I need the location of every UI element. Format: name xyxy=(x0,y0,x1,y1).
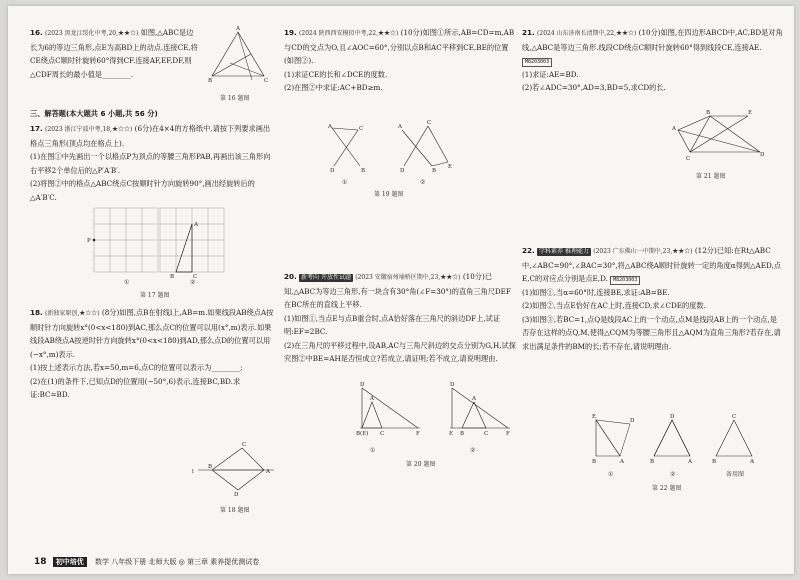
fig22-3-label: 备用图 xyxy=(726,471,745,478)
svg-text:D: D xyxy=(630,418,635,424)
figure-18 xyxy=(192,442,278,498)
footer-text: 数学 八年级下册 北师大版 ◎ 第三章 素养提优测试卷 xyxy=(95,558,260,566)
svg-text:B: B xyxy=(706,110,711,116)
svg-text:D: D xyxy=(234,492,239,498)
svg-text:A: A xyxy=(328,124,332,130)
svg-text:E: E xyxy=(592,414,597,420)
figure-16 xyxy=(208,26,269,90)
grid-2-label: ② xyxy=(190,279,196,286)
question-21: 21. (2024 山东济南长清期中,22,★★☆) (10分)如图,在四边形ABCD中,AC,BD是对角线,△ABC是等边三角形.线段CD绕点C顺时针旋转60°得到线段CE,连接AE. M8203003 (1)求证:AE=BD. (2)若∠ADC=30°,AD=3,BD=5,求CD的长. xyxy=(522,28,783,92)
svg-text:B: B xyxy=(208,78,213,84)
question-18: 18. (新独家原创,★☆☆) (8分)如图,点B在射线l上,AB=m.如果线段AB绕点A按顺时针方向旋转x°(0<x<180)到AC,那么点C的位置可以用(x°,m)表示.如果线段AB绕点A按逆时针方向旋转x°(0<x<180)到AD,那么点D的位置可以用(−x°,m)表示. (1)按上述表示方法,若x=50,m=6,点C的位置可以表示为________; (2)在(1)的条件下,已知点D的位置用(−50°,6)表示,连接BC,BD.求证:BC=BD. xyxy=(30,308,274,399)
question-16: 16. (2023 黑龙江绥化中考,20,★★☆) 如图,△ABC是边长为6的等边三角形,点E为高BD上的动点.连接CE,将CE绕点C顺时针旋转60°得到CF.连接AF,EF,DF,则△CDF周长的最小值是________. xyxy=(30,28,198,79)
section-heading: 三、解答题(本大题共 6 小题,共 56 分) xyxy=(30,109,158,118)
svg-text:l: l xyxy=(192,469,194,475)
figure-22-3 xyxy=(712,416,758,464)
svg-text:D: D xyxy=(400,168,405,174)
svg-text:E: E xyxy=(748,110,753,116)
svg-text:C: C xyxy=(380,431,385,437)
svg-text:E: E xyxy=(449,431,454,437)
figure-19-2 xyxy=(398,120,453,174)
svg-text:F: F xyxy=(416,431,420,437)
svg-text:A: A xyxy=(472,396,476,402)
caption-22: 第 22 题图 xyxy=(652,485,682,492)
svg-text:P: P xyxy=(87,238,91,244)
fig20-1-label: ① xyxy=(370,447,376,454)
page-number: 18 xyxy=(34,557,47,567)
svg-text:C: C xyxy=(359,126,364,132)
svg-text:A: A xyxy=(620,459,624,465)
fig22-2-label: ② xyxy=(670,471,676,478)
svg-text:A: A xyxy=(672,126,676,132)
svg-text:D: D xyxy=(360,382,365,388)
caption-19: 第 19 题图 xyxy=(374,191,404,198)
caption-16: 第 16 题图 xyxy=(220,95,250,102)
figure-17-grid-2 xyxy=(160,208,224,280)
svg-text:B: B xyxy=(650,459,655,465)
caption-18: 第 18 题图 xyxy=(220,507,250,514)
fig19-1-label: ① xyxy=(342,179,348,186)
svg-text:D: D xyxy=(450,382,455,388)
svg-text:C: C xyxy=(242,442,247,448)
figure-22-1 xyxy=(590,416,636,464)
brand-badge: 初中培优 xyxy=(53,557,87,567)
svg-text:D: D xyxy=(670,414,675,420)
figure-20-1 xyxy=(356,382,440,438)
caption-17: 第 17 题图 xyxy=(140,292,170,299)
svg-text:D: D xyxy=(330,168,335,174)
svg-text:B: B xyxy=(460,431,465,437)
svg-text:B: B xyxy=(432,168,437,174)
svg-text:D: D xyxy=(760,152,765,158)
question-20: 20. 新考向 开放性试题 (2023 安徽宿州埇桥区期中,23,★★☆) (10分)已知,△ABC为等边三角形,有一块含有30°角(∠F=30°)的直角三角尺DEF在BC所在的直线上平移. (1)如图①,当点E与点B重合时,点A恰好落在三角尺的斜边DF上,试证明:EF=2BC. (2)在三角尺的平移过程中,设AB,AC与三角尺斜边的交点分别为G,H,试探究图②中BE=AH是否恒成立?若成立,请证明;若不成立,请说明理由. xyxy=(284,272,516,363)
figure-21 xyxy=(672,110,765,168)
svg-text:A: A xyxy=(750,459,754,465)
fig22-1-label: ① xyxy=(608,471,614,478)
svg-text:C: C xyxy=(484,431,489,437)
page-footer xyxy=(34,557,259,567)
caption-21: 第 21 题图 xyxy=(696,173,726,180)
svg-text:C: C xyxy=(264,78,269,84)
svg-text:B: B xyxy=(208,464,213,470)
svg-text:A: A xyxy=(688,459,692,465)
svg-text:B: B xyxy=(170,274,175,280)
figure-22-2 xyxy=(650,416,696,464)
svg-text:A: A xyxy=(398,124,402,130)
svg-text:C: C xyxy=(193,274,198,280)
question-17: 17. (2023 浙江宁波中考,18,★☆☆) (6分)在4×4的方格纸中,请按下列要求画出格点三角形(顶点均在格点上). (1)在图①中先画出一个以格点P为顶点的等腰三角形PAB,再画出该三角形向右平移2个单位后的△P′A′B′. (2)将图②中的格点△ABC绕点C按顺时针方向旋转90°,画出经旋转后的△A′B′C. xyxy=(30,124,271,202)
svg-text:C: C xyxy=(732,414,737,420)
svg-text:A: A xyxy=(370,396,374,402)
svg-text:C: C xyxy=(427,120,432,126)
svg-text:A: A xyxy=(194,222,198,228)
caption-20: 第 20 题图 xyxy=(406,461,436,468)
svg-text:B: B xyxy=(361,168,366,174)
fig20-2-label: ② xyxy=(470,447,476,454)
svg-text:B(E): B(E) xyxy=(356,431,369,437)
fig19-2-label: ② xyxy=(420,179,426,186)
figure-20-2 xyxy=(449,382,512,438)
figure-19-1 xyxy=(328,124,368,174)
svg-text:B: B xyxy=(712,459,717,465)
svg-text:C: C xyxy=(686,156,691,162)
figure-17-grid-1 xyxy=(87,208,158,272)
svg-text:E: E xyxy=(448,164,453,170)
svg-text:A: A xyxy=(266,469,270,475)
svg-text:F: F xyxy=(506,431,510,437)
question-19: 19. (2024 陕西西安模拟中考,22,★★☆) (10分)如图①所示,AB=CD=m,AB与CD的交点为O,且∠AOC=60°,分别以点B和AC平移到CE,BE的位置(如图②). (1)求证CE的长和∠DCE的度数. (2)在图②中求证:AC+BD≥m. xyxy=(284,28,515,92)
grid-1-label: ① xyxy=(124,279,130,286)
question-22: 22. 学科素养 推理能力 (2023 广东佛山一中期中,23,★★☆) (12分)已知:在Rt△ABC中,∠ABC=90°,∠BAC=30°,将△ABC绕A顺时针旋转一定的角度α得到△AED,点E,C的对应点分别是点E,D. M8203003 (1)如图①,当α=60°时,连接BE,求证:AB=BE. (2)如图②,当点E恰好在AC上时,连接CD,求∠CDE的度数. (3)如图③,若BC=1,点Q是线段AC上的一个动点,点M是线段AB上的一个动点,是否存在这样的点Q,M,使得△CQM为等腰三角形且△AQM为直角三角形?若存在,请求出满足条件的BM的长;若不存在,请说明理由. xyxy=(522,246,781,351)
svg-text:B: B xyxy=(592,459,597,465)
svg-text:A: A xyxy=(236,26,240,32)
workbook-page xyxy=(8,6,794,574)
